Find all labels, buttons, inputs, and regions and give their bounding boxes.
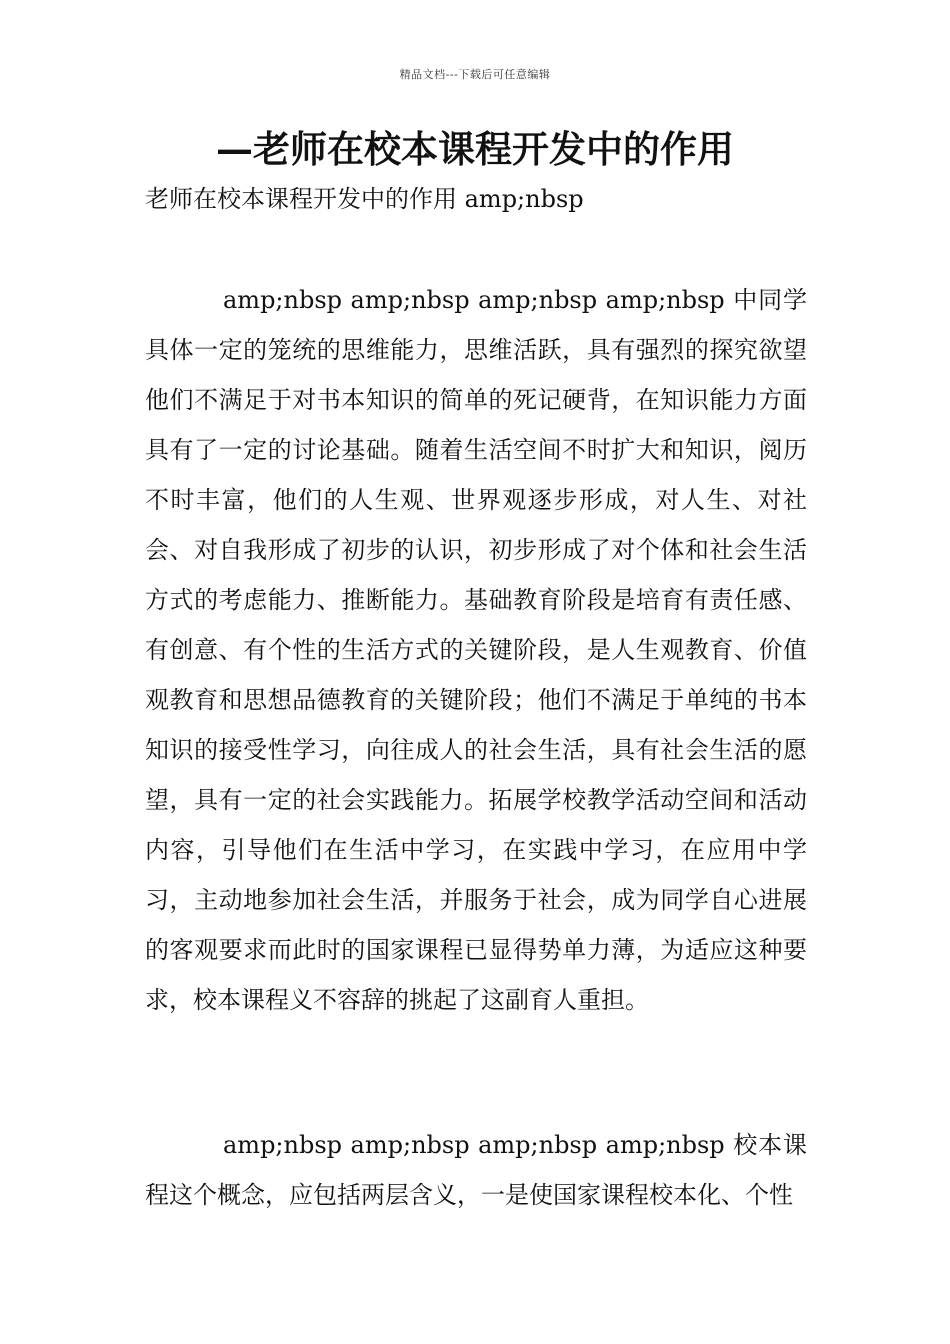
body-paragraph: amp;nbsp amp;nbsp amp;nbsp amp;nbsp 中同学具体一定的笼统的思维能力，思维活跃，具有强烈的探究欲望他们不满足于对书本知识的简单的死记硬背，在知识能力方面具有了一定的讨论基础。随着生活空间不时扩大和知识，阅历不时丰富，他们的人生观、世界观逐步形成，对人生、对社会、对自我形成了初步的认识，初步形成了对个体和社会生活方式的考虑能力、推断能力。基础教育阶段是培育有责任感、有创意、有个性的生活方式的关键阶段，是人生观教育、价值观教育和思想品德教育的关键阶段；他们不满足于单纯的书本知识的接受性学习，向往成人的社会生活，具有社会生活的愿望，具有一定的社会实践能力。拓展学校教学活动空间和活动内容，引导他们在生活中学习，在实践中学习，在应用中学习，主动地参加社会生活，并服务于社会，成为同学自心进展的客观要求而此时的国家课程已显得势单力薄，为适应这种要求，校本课程义不容辞的挑起了这副育人重担。 [145,286,807,1014]
document-subtitle: 老师在校本课程开发中的作用 amp;nbsp [145,185,584,213]
body-paragraph: amp;nbsp amp;nbsp amp;nbsp amp;nbsp 校本课程这个概念，应包括两层含义，一是使国家课程校本化、个性 [145,1131,807,1209]
header-note: 精品文档---下载后可任意编辑 [399,68,551,81]
document-title: —老师在校本课程开发中的作用 [216,127,734,171]
